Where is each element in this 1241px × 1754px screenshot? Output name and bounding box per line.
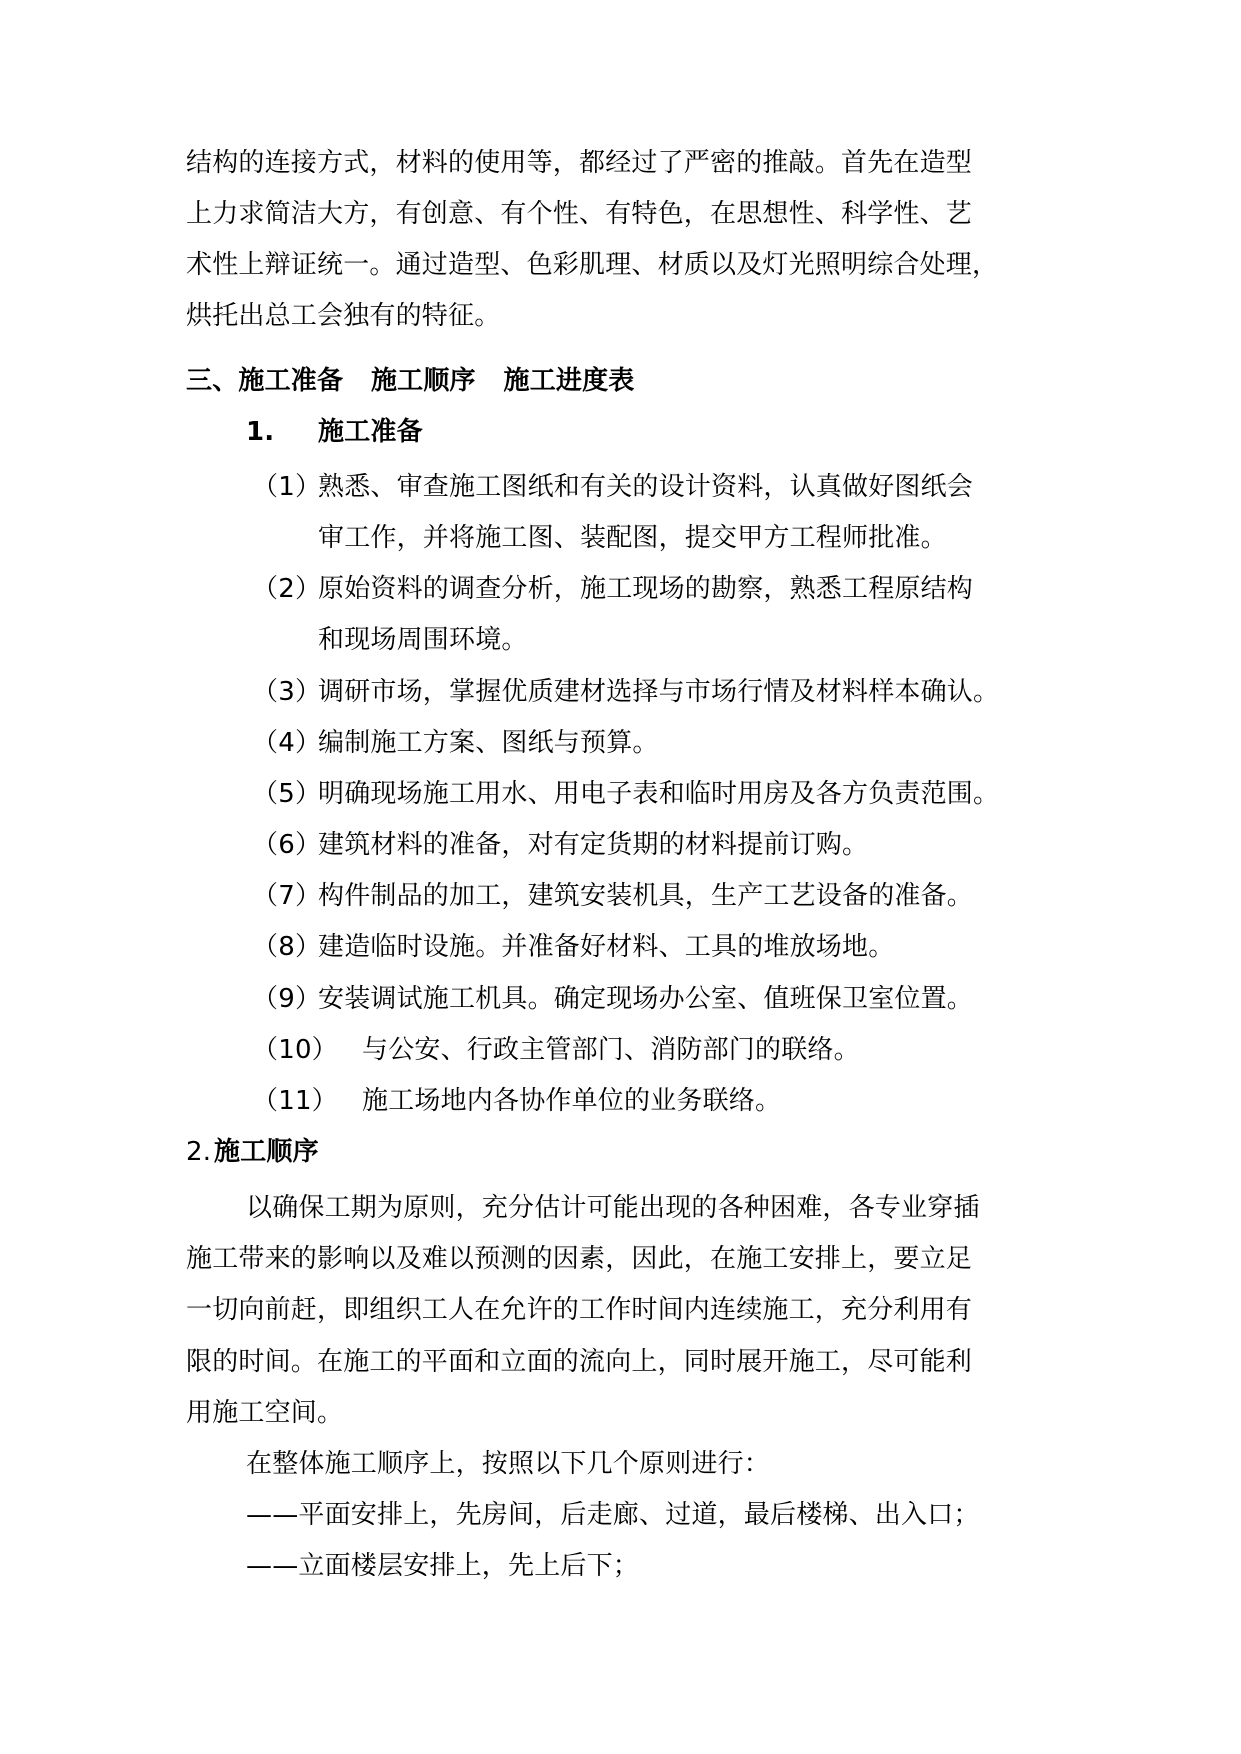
list-item-text: 原始资料的调查分析，施工现场的勘察，熟悉工程原结构: [318, 574, 974, 604]
list-item-text: 构件制品的加工，建筑安装机具，生产工艺设备的准备。: [318, 881, 974, 911]
list-item-text: 调研市场，掌握优质建材选择与市场行情及材料样本确认。: [318, 677, 1000, 707]
paragraph-line: 一切向前赶，即组织工人在允许的工作时间内连续施工，充分利用有: [186, 1295, 973, 1325]
list-item-text: 安装调试施工机具。确定现场办公室、值班保卫室位置。: [318, 984, 974, 1014]
list-item-number: （9）: [252, 984, 322, 1014]
list-item-number: （2）: [252, 574, 322, 604]
intro-line-4: 烘托出总工会独有的特征。: [186, 301, 501, 331]
list-item-number: （6）: [252, 830, 322, 860]
paragraph-line: 施工带来的影响以及难以预测的因素，因此，在施工安排上，要立足: [186, 1244, 973, 1274]
intro-line-1: 结构的连接方式，材料的使用等，都经过了严密的推敲。首先在造型: [186, 148, 973, 178]
paragraph-line: 用施工空间。: [186, 1398, 344, 1428]
list-item-text: 与公安、行政主管部门、消防部门的联络。: [362, 1035, 860, 1065]
list-item-number: （5）: [252, 779, 322, 809]
list-item-text: 建筑材料的准备，对有定货期的材料提前订购。: [318, 830, 869, 860]
section-heading: 三、施工准备 施工顺序 施工进度表: [186, 366, 635, 396]
list-item-number: （8）: [252, 932, 322, 962]
list-item-text: 熟悉、审查施工图纸和有关的设计资料，认真做好图纸会: [318, 472, 974, 502]
intro-line-3: 术性上辩证统一。通过造型、色彩肌理、材质以及灯光照明综合处理，: [186, 250, 999, 280]
intro-line-2: 上力求简洁大方，有创意、有个性、有特色，在思想性、科学性、艺: [186, 199, 973, 229]
subsection-title: 施工准备: [318, 417, 423, 447]
principles-intro: 在整体施工顺序上，按照以下几个原则进行：: [246, 1449, 771, 1479]
list-item-number: （10）: [252, 1035, 338, 1065]
list-item-continuation: 审工作，并将施工图、装配图，提交甲方工程师批准。: [318, 523, 947, 553]
list-item-text: 编制施工方案、图纸与预算。: [318, 728, 659, 758]
principle-item: ——立面楼层安排上，先上后下；: [246, 1551, 640, 1581]
subsection-title: 施工顺序: [214, 1137, 319, 1167]
list-item-number: （4）: [252, 728, 322, 758]
list-item-text: 建造临时设施。并准备好材料、工具的堆放场地。: [318, 932, 895, 962]
list-item-number: （1）: [252, 472, 322, 502]
list-item-text: 施工场地内各协作单位的业务联络。: [362, 1086, 782, 1116]
list-item-continuation: 和现场周围环境。: [318, 625, 528, 655]
paragraph-line: 以确保工期为原则，充分估计可能出现的各种困难，各专业穿插: [246, 1193, 980, 1223]
list-item-number: （3）: [252, 677, 322, 707]
paragraph-line: 限的时间。在施工的平面和立面的流向上，同时展开施工，尽可能利: [186, 1347, 973, 1377]
principle-item: ——平面安排上，先房间，后走廊、过道，最后楼梯、出入口；: [246, 1500, 980, 1530]
list-item-number: （11）: [252, 1086, 338, 1116]
subsection-number: 1.: [246, 417, 275, 447]
list-item-number: （7）: [252, 881, 322, 911]
subsection-number: 2.: [186, 1137, 212, 1167]
list-item-text: 明确现场施工用水、用电子表和临时用房及各方负责范围。: [318, 779, 1000, 809]
